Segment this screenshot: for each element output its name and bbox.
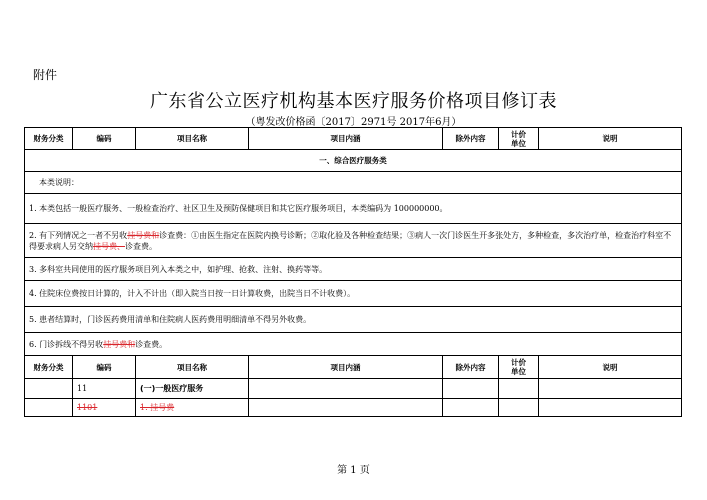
note-4: 4. 住院床位费按日计算的，计入不计出（即入院当日按一日计算收费，出院当日不计收费）。: [25, 281, 682, 307]
item-name: 1. 挂号费: [136, 399, 249, 417]
note-row: [25, 258, 682, 281]
note-intro: 本类说明：: [25, 172, 682, 194]
header-code: 编码: [73, 128, 136, 150]
note-5: 5. 患者结算时，门诊医药费用清单和住院病人医药费用明细清单不得另外收费。: [25, 307, 682, 333]
item-name: (一)一般医疗服务: [136, 379, 249, 399]
header-pricing-unit: 计价 单位: [499, 128, 539, 150]
table-row: [25, 379, 682, 399]
header-exclusions: 除外内容: [443, 356, 499, 379]
header-pricing-unit: 计价 单位: [499, 356, 539, 379]
note-1: 1. 本类包括一般医疗服务、一般检查治疗、社区卫生及预防保健项目和其它医疗服务项目，本类编码为 100000000。: [25, 194, 682, 224]
note-row: [25, 333, 682, 356]
header-code: 编码: [73, 356, 136, 379]
note-row: [25, 194, 682, 224]
section-row: [25, 150, 682, 172]
struck-text: 挂号费、: [93, 241, 125, 251]
note-row: [25, 281, 682, 307]
table-header-row: [25, 128, 682, 150]
table-header-row-repeat: [25, 356, 682, 379]
header-item-content: 项目内涵: [249, 128, 443, 150]
header-finance-category: 财务分类: [25, 356, 73, 379]
header-finance-category: 财务分类: [25, 128, 73, 150]
header-remarks: 说明: [539, 128, 682, 150]
document-subtitle: （粤发改价格函〔2017〕2971号 2017年6月）: [245, 117, 462, 128]
item-code: 1101: [73, 399, 136, 417]
struck-text: 挂号费和: [127, 230, 160, 240]
header-remarks: 说明: [539, 356, 682, 379]
note-row: [25, 172, 682, 194]
note-row: [25, 307, 682, 333]
note-row: [25, 224, 682, 258]
header-exclusions: 除外内容: [443, 128, 499, 150]
section-title: 一、综合医疗服务类: [25, 150, 682, 172]
price-table: [24, 127, 682, 417]
page-number: 第 1 页: [337, 465, 370, 476]
header-item-name: 项目名称: [136, 356, 249, 379]
note-2: 2. 有下列情况之一者不另收挂号费和诊查费：①由医生指定在医院内换号诊断；②取化验及各种检查结果；③病人一次门诊医生开多张处方，多种检查，多次治疗单，检查治疗科室不得要求病人另交纳挂号费、诊查费。: [25, 224, 682, 258]
note-3: 3. 多科室共同使用的医疗服务项目列入本类之中，如护理、抢救、注射、换药等等。: [25, 258, 682, 281]
table-row: [25, 399, 682, 417]
note-6: 6. 门诊拆线不得另收挂号费和诊查费。: [25, 333, 682, 356]
document-title: 广东省公立医疗机构基本医疗服务价格项目修订表: [150, 91, 557, 112]
header-item-content: 项目内涵: [249, 356, 443, 379]
item-code: 11: [73, 379, 136, 399]
struck-text: 挂号费和: [103, 339, 136, 349]
header-item-name: 项目名称: [136, 128, 249, 150]
annex-label: 附件: [33, 68, 58, 82]
